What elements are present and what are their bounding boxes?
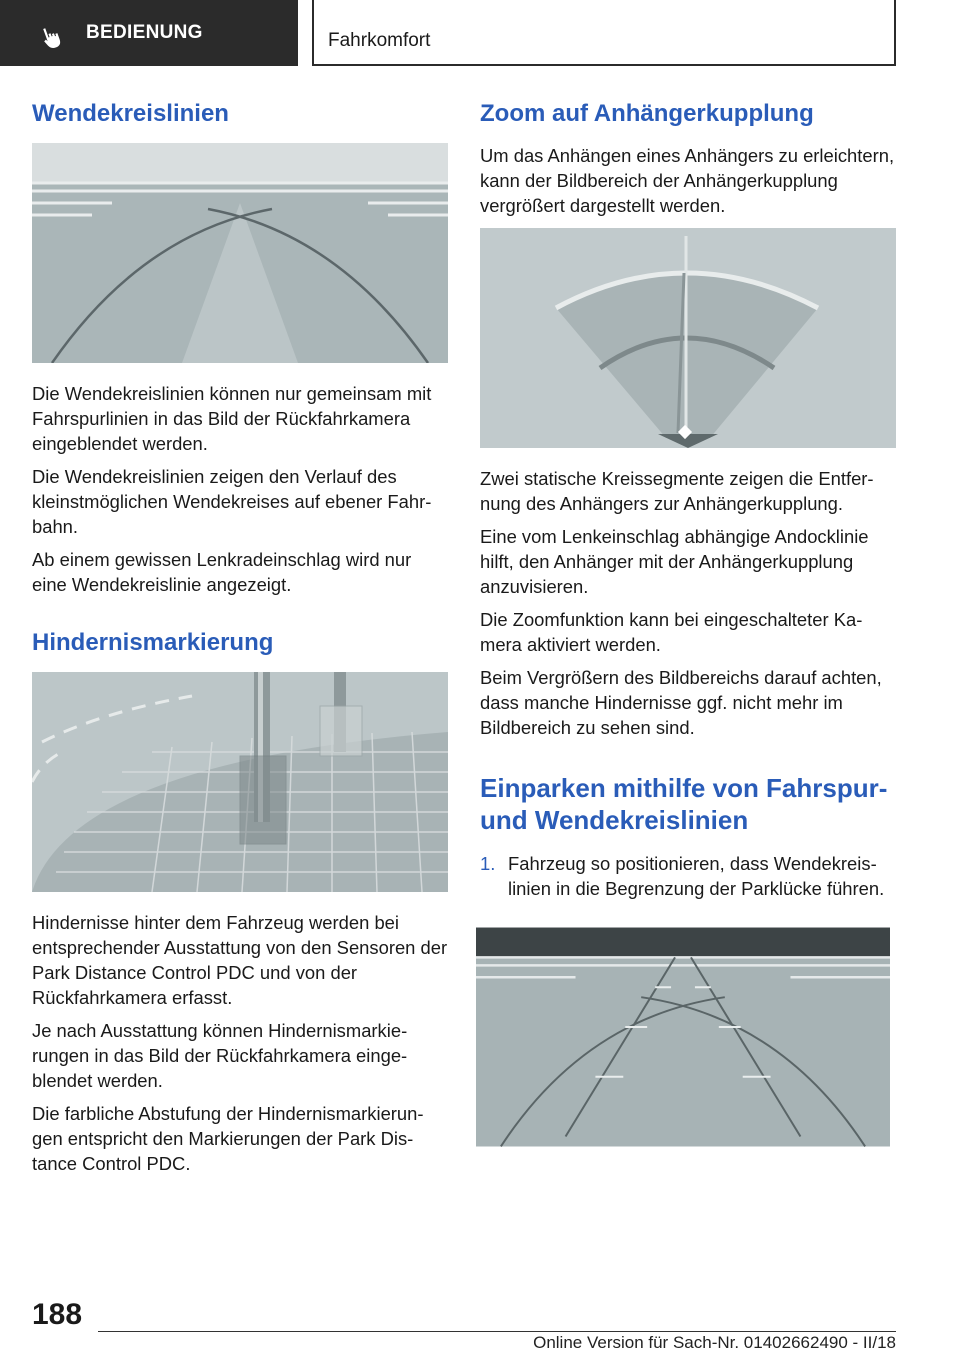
paragraph: Eine vom Lenkeinschlag abhängige Andocklinie hilft, den Anhänger mit der Anhängerkupplung anzuvisieren. <box>480 525 869 597</box>
step-list <box>480 851 896 901</box>
chapter-title: Fahrkomfort <box>328 30 431 51</box>
turning-circle-lines-figure <box>32 143 448 363</box>
footer-divider <box>98 1331 896 1332</box>
paragraph: Beim Vergrößern des Bildbereichs darauf achten, dass manche Hindernisse ggf. nicht mehr im Bildbereich zu sehen sind. <box>480 666 882 738</box>
step-number: 1. <box>480 852 496 874</box>
section-tab[interactable] <box>0 0 298 66</box>
chapter-title-box <box>312 0 896 66</box>
section-heading-hindernismarkierung: Hindernismarkierung <box>32 628 274 656</box>
list-item <box>480 851 896 901</box>
hand-pointer-icon <box>40 24 66 50</box>
paragraph: Zwei statische Kreissegmente zeigen die Entfernung des Anhängers zur Anhängerkupplung. <box>480 467 874 514</box>
page-number: 188 <box>32 1298 83 1331</box>
section-label: BEDIENUNG <box>86 22 203 43</box>
left-column <box>32 100 448 1184</box>
parking-lines-figure <box>476 927 890 1147</box>
section-heading-zoom: Zoom auf Anhängerkupplung <box>480 100 814 127</box>
trailer-hitch-zoom-figure <box>480 228 896 448</box>
section-heading-wendekreislinien: Wendekreislinien <box>32 100 229 127</box>
paragraph: Hindernisse hinter dem Fahrzeug werden bei entsprechender Ausstattung von den Sensoren der Park Distance Control PDC und von der Rückfahrkamera erfasst. <box>32 911 448 1008</box>
edition-note: Online Version für Sach-Nr. 01402662490 - II/18 <box>533 1333 896 1352</box>
paragraph: Je nach Ausstattung können Hindernismarkierungen in das Bild der Rückfahrkamera eingeblendet werden. <box>32 1019 408 1091</box>
paragraph: Die Wendekreislinien zeigen den Verlauf des kleinstmöglichen Wendekreises auf ebener Fahrbahn. <box>32 465 432 537</box>
paragraph: Ab einem gewissen Lenkradeinschlag wird nur eine Wendekreislinie angezeigt. <box>32 548 412 595</box>
right-column <box>480 100 896 1165</box>
section-heading-einparken: Einparken mithilfe von Fahrspur- und Wendekreislinien <box>480 772 888 836</box>
step-text: Fahrzeug so positionieren, dass Wendekreislinien in die Begrenzung der Parklücke führen. <box>508 852 885 899</box>
paragraph: Die Zoomfunktion kann bei eingeschalteter Kamera aktiviert werden. <box>480 608 863 655</box>
obstacle-marking-figure <box>32 672 448 892</box>
paragraph: Die farbliche Abstufung der Hindernismarkierungen entspricht den Markierungen der Park Distance Control PDC. <box>32 1102 424 1174</box>
paragraph: Die Wendekreislinien können nur gemeinsam mit Fahrspurlinien in das Bild der Rückfahrkamera eingeblendet werden. <box>32 382 432 454</box>
paragraph: Um das Anhängen eines Anhängers zu erleichtern, kann der Bildbereich der Anhängerkupplung vergrößert dargestellt werden. <box>480 144 895 216</box>
